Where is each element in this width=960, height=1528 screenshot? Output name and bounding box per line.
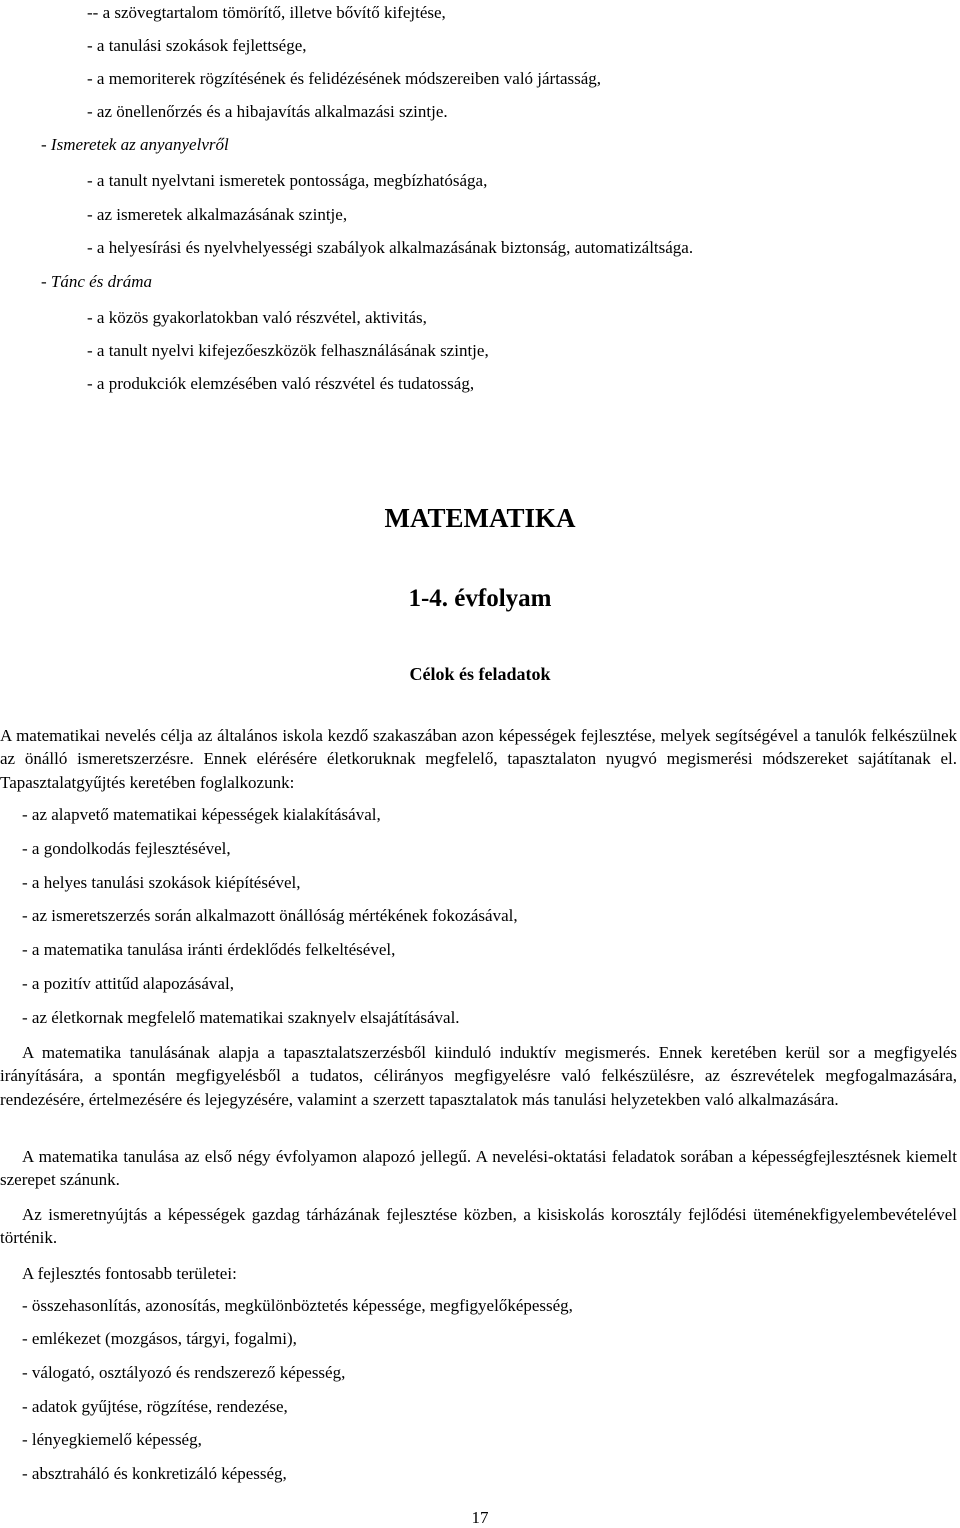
areas-heading: A fejlesztés fontosabb területei: — [22, 1264, 237, 1283]
list-item: - a pozitív attitűd alapozásával, — [22, 974, 234, 993]
list-item: - a produkciók elemzésében való részvétel és tudatosság, — [87, 374, 475, 393]
list-item: - a memoriterek rögzítésének és felidézésének módszereiben való jártasság, — [87, 69, 602, 88]
page-title: MATEMATIKA — [384, 503, 576, 533]
list-item: - a helyes tanulási szokások kiépítésével, — [22, 873, 301, 892]
list-item: - a tanult nyelvtani ismeretek pontossága, megbízhatósága, — [87, 171, 488, 190]
list-item: - válogató, osztályozó és rendszerező képesség, — [22, 1363, 346, 1382]
list-item: - az önellenőrzés és a hibajavítás alkalmazási szintje. — [87, 102, 448, 121]
list-item: - összehasonlítás, azonosítás, megkülönböztetés képessége, megfigyelőképesség, — [22, 1296, 573, 1315]
list-item: - az alapvető matematikai képességek kialakításával, — [22, 805, 381, 824]
list-item: - emlékezet (mozgásos, tárgyi, fogalmi), — [22, 1329, 297, 1348]
paragraph: Az ismeretnyújtás a képességek gazdag tárházának fejlesztése közben, a kisiskolás korosztály fejlődési üteménekfigyelembevételével történik. — [0, 1205, 957, 1248]
list-item: - a tanulási szokások fejlettsége, — [87, 36, 307, 55]
list-item: - a gondolkodás fejlesztésével, — [22, 839, 231, 858]
list-item: - absztraháló és konkretizáló képesség, — [22, 1464, 287, 1483]
list-item: - a közös gyakorlatokban való részvétel, aktivitás, — [87, 308, 427, 327]
paragraph: A matematika tanulása az első négy évfolyamon alapozó jellegű. A nevelési-oktatási feladatok sorában a képességfejlesztésnek kiemelt szerepet szánunk. — [0, 1147, 957, 1190]
section-heading-tanc: - Tánc és dráma — [41, 272, 152, 291]
section-subtitle: Célok és feladatok — [409, 664, 551, 684]
list-item: -- a szövegtartalom tömörítő, illetve bővítő kifejtése, — [87, 3, 446, 22]
intro-paragraph: A matematikai nevelés célja az általános iskola kezdő szakaszában azon képességek fejlesztése, melyek segítségével a tanulók felkészülnek az önálló ismeretszerzésre. Ennek elérésére életkoruknak megfelelő, tapasztalaton nyugvó megismerési módszereket sajátítanak el. Tapasztalatgyűjtés keretében foglalkozunk: — [0, 726, 957, 792]
list-item: - lényegkiemelő képesség, — [22, 1430, 202, 1449]
list-item: - az életkornak megfelelő matematikai szaknyelv elsajátításával. — [22, 1008, 460, 1027]
list-item: - a tanult nyelvi kifejezőeszközök felhasználásának szintje, — [87, 341, 489, 360]
list-item: - az ismeretszerzés során alkalmazott önállóság mértékének fokozásával, — [22, 906, 518, 925]
list-item: - adatok gyűjtése, rögzítése, rendezése, — [22, 1397, 288, 1416]
grade-heading: 1-4. évfolyam — [408, 585, 552, 612]
list-item: - a matematika tanulása iránti érdeklődés felkeltésével, — [22, 940, 396, 959]
paragraph: A matematika tanulásának alapja a tapasztalatszerzésből kiinduló induktív megismerés. Ennek keretében kerül sor a megfigyelés irányítására, a spontán megfigyelésből a tudatos, célirányos megfigyelésre való felkészülésre, az észrevételek megfogalmazására, rendezésére, értelmezésére és lejegyzésére, valamint a szerzett tapasztalatok más tanulási helyzetekben való alkalmazására. — [0, 1043, 957, 1109]
section-heading-anyanyelv: - Ismeretek az anyanyelvről — [41, 135, 229, 154]
list-item: - az ismeretek alkalmazásának szintje, — [87, 205, 348, 224]
list-item: - a helyesírási és nyelvhelyességi szabályok alkalmazásának biztonság, automatizáltsága. — [87, 238, 694, 257]
page-number: 17 — [471, 1508, 489, 1527]
